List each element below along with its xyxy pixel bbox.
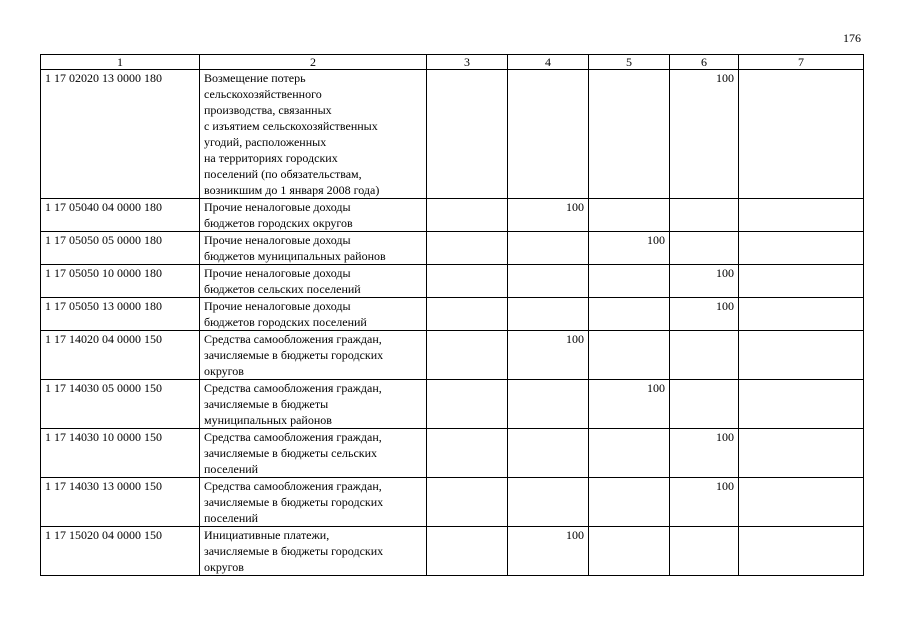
header-cell: 2 <box>200 55 427 70</box>
revenue-name-cell: Средства самообложения граждан, зачисляемые в бюджеты сельских поселений <box>200 429 427 478</box>
value-cell-col4: 100 <box>508 199 589 232</box>
value-cell-col7 <box>739 478 864 527</box>
value-cell-col3 <box>427 70 508 199</box>
budget-code-cell: 1 17 14030 10 0000 150 <box>41 429 200 478</box>
value-cell-col3 <box>427 527 508 576</box>
value-cell-col6 <box>670 527 739 576</box>
revenue-name-cell: Возмещение потерь сельскохозяйственного производства, связанных с изъятием сельскохозяйственных угодий, расположенных на территориях городских поселений (по обязательствам, возникшим до 1 января 2008 года) <box>200 70 427 199</box>
value-cell-col6 <box>670 232 739 265</box>
value-cell-col5 <box>589 331 670 380</box>
value-cell-col3 <box>427 298 508 331</box>
value-cell-col5 <box>589 429 670 478</box>
value-cell-col6: 100 <box>670 298 739 331</box>
value-cell-col3 <box>427 478 508 527</box>
budget-code-cell: 1 17 05050 10 0000 180 <box>41 265 200 298</box>
table-row <box>41 298 864 331</box>
value-cell-col6 <box>670 331 739 380</box>
budget-code-cell: 1 17 05040 04 0000 180 <box>41 199 200 232</box>
header-cell: 5 <box>589 55 670 70</box>
revenue-table <box>40 54 864 576</box>
value-cell-col7 <box>739 380 864 429</box>
value-cell-col4 <box>508 232 589 265</box>
value-cell-col5: 100 <box>589 380 670 429</box>
value-cell-col4 <box>508 70 589 199</box>
revenue-name-cell: Прочие неналоговые доходы бюджетов муниципальных районов <box>200 232 427 265</box>
revenue-name-cell: Средства самообложения граждан, зачисляемые в бюджеты городских поселений <box>200 478 427 527</box>
value-cell-col4: 100 <box>508 331 589 380</box>
table-header-row <box>41 55 864 70</box>
header-cell: 7 <box>739 55 864 70</box>
value-cell-col6 <box>670 380 739 429</box>
revenue-name-cell: Средства самообложения граждан, зачисляемые в бюджеты городских округов <box>200 331 427 380</box>
table-row <box>41 527 864 576</box>
value-cell-col6: 100 <box>670 478 739 527</box>
value-cell-col5 <box>589 298 670 331</box>
table-row <box>41 478 864 527</box>
header-cell: 6 <box>670 55 739 70</box>
value-cell-col5 <box>589 527 670 576</box>
value-cell-col6: 100 <box>670 265 739 298</box>
value-cell-col7 <box>739 265 864 298</box>
budget-code-cell: 1 17 02020 13 0000 180 <box>41 70 200 199</box>
table-row <box>41 429 864 478</box>
value-cell-col5 <box>589 199 670 232</box>
value-cell-col4 <box>508 298 589 331</box>
value-cell-col7 <box>739 70 864 199</box>
value-cell-col4 <box>508 380 589 429</box>
revenue-name-cell: Средства самообложения граждан, зачисляемые в бюджеты муниципальных районов <box>200 380 427 429</box>
value-cell-col7 <box>739 199 864 232</box>
table-row <box>41 199 864 232</box>
budget-code-cell: 1 17 15020 04 0000 150 <box>41 527 200 576</box>
value-cell-col3 <box>427 380 508 429</box>
value-cell-col3 <box>427 429 508 478</box>
budget-code-cell: 1 17 14030 05 0000 150 <box>41 380 200 429</box>
value-cell-col5 <box>589 265 670 298</box>
value-cell-col4 <box>508 265 589 298</box>
table-row <box>41 70 864 199</box>
budget-code-cell: 1 17 14020 04 0000 150 <box>41 331 200 380</box>
value-cell-col4 <box>508 429 589 478</box>
revenue-name-cell: Прочие неналоговые доходы бюджетов сельских поселений <box>200 265 427 298</box>
table-row <box>41 380 864 429</box>
value-cell-col4: 100 <box>508 527 589 576</box>
revenue-name-cell: Инициативные платежи, зачисляемые в бюджеты городских округов <box>200 527 427 576</box>
value-cell-col7 <box>739 331 864 380</box>
value-cell-col7 <box>739 527 864 576</box>
value-cell-col6: 100 <box>670 70 739 199</box>
table-row <box>41 265 864 298</box>
value-cell-col4 <box>508 478 589 527</box>
header-cell: 3 <box>427 55 508 70</box>
value-cell-col6: 100 <box>670 429 739 478</box>
budget-code-cell: 1 17 05050 13 0000 180 <box>41 298 200 331</box>
budget-code-cell: 1 17 14030 13 0000 150 <box>41 478 200 527</box>
value-cell-col6 <box>670 199 739 232</box>
revenue-name-cell: Прочие неналоговые доходы бюджетов городских поселений <box>200 298 427 331</box>
value-cell-col3 <box>427 265 508 298</box>
header-cell: 4 <box>508 55 589 70</box>
budget-code-cell: 1 17 05050 05 0000 180 <box>41 232 200 265</box>
value-cell-col7 <box>739 429 864 478</box>
value-cell-col7 <box>739 298 864 331</box>
page-number: 176 <box>843 31 861 45</box>
value-cell-col3 <box>427 331 508 380</box>
table-row <box>41 232 864 265</box>
revenue-name-cell: Прочие неналоговые доходы бюджетов городских округов <box>200 199 427 232</box>
value-cell-col5: 100 <box>589 232 670 265</box>
table-row <box>41 331 864 380</box>
value-cell-col3 <box>427 232 508 265</box>
value-cell-col7 <box>739 232 864 265</box>
value-cell-col5 <box>589 478 670 527</box>
value-cell-col5 <box>589 70 670 199</box>
value-cell-col3 <box>427 199 508 232</box>
header-cell: 1 <box>41 55 200 70</box>
